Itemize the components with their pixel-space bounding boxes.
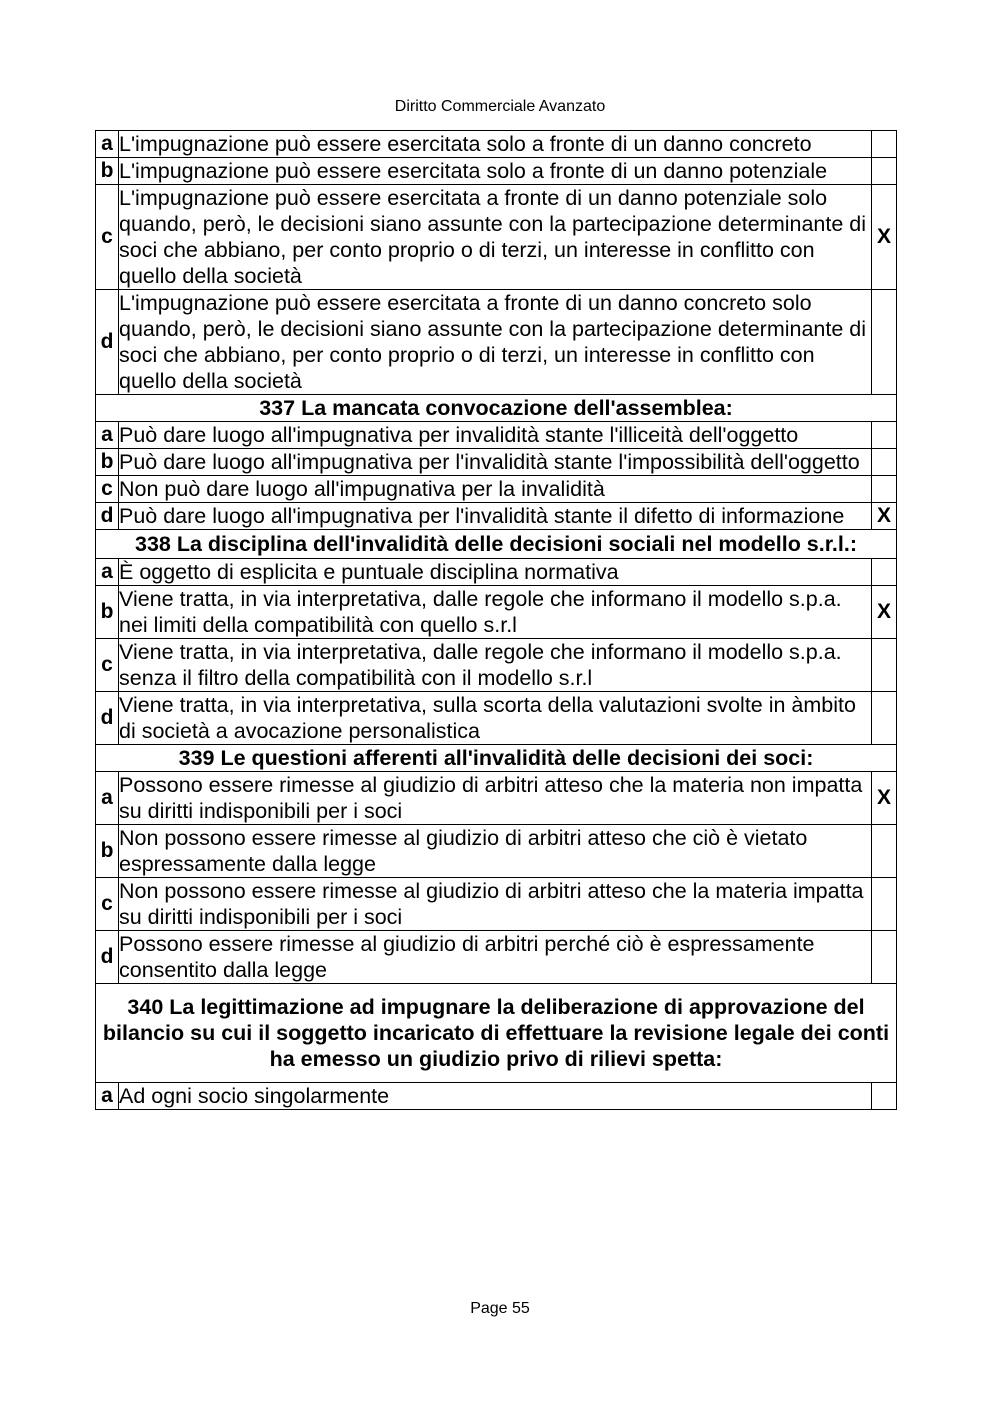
option-letter: b [96, 825, 119, 878]
answer-row [96, 559, 897, 586]
option-letter: d [96, 931, 119, 984]
question-row [96, 984, 897, 1083]
option-text: È oggetto di esplicita e puntuale disciplina normativa [119, 559, 872, 586]
quiz-table [95, 130, 897, 1110]
option-letter: d [96, 503, 119, 530]
answer-mark [872, 559, 897, 586]
option-letter: d [96, 290, 119, 395]
option-letter: a [96, 772, 119, 825]
option-text: Viene tratta, in via interpretativa, dalle regole che informano il modello s.p.a. nei limiti della compatibilità con quello s.r.l [119, 586, 872, 639]
option-letter: a [96, 131, 119, 158]
answer-row [96, 422, 897, 449]
option-letter: b [96, 158, 119, 185]
option-text: Può dare luogo all'impugnativa per invalidità stante l'illiceità dell'oggetto [119, 422, 872, 449]
answer-mark [872, 692, 897, 745]
answer-row [96, 878, 897, 931]
page-header: Diritto Commerciale Avanzato [394, 98, 606, 115]
option-letter: b [96, 586, 119, 639]
answer-row [96, 825, 897, 878]
answer-mark: X [872, 503, 897, 530]
question-row [96, 530, 897, 559]
option-text: L'impugnazione può essere esercitata a fronte di un danno concreto solo quando, però, le decisioni siano assunte con la partecipazione determinante di soci che abbiano, per conto proprio o di terzi, un interesse in conflitto con quello della società [119, 290, 872, 395]
answer-mark [872, 1083, 897, 1110]
option-text: Viene tratta, in via interpretativa, dalle regole che informano il modello s.p.a. senza il filtro della compatibilità con il modello s.r.l [119, 639, 872, 692]
option-text: Possono essere rimesse al giudizio di arbitri perché ciò è espressamente consentito dalla legge [119, 931, 872, 984]
option-letter: b [96, 449, 119, 476]
answer-row [96, 290, 897, 395]
option-text: Possono essere rimesse al giudizio di arbitri atteso che la materia non impatta su diritti indisponibili per i soci [119, 772, 872, 825]
answer-mark [872, 422, 897, 449]
question-text: 339 Le questioni afferenti all'invalidità delle decisioni dei soci: [96, 745, 897, 772]
option-letter: a [96, 422, 119, 449]
answer-mark [872, 639, 897, 692]
answer-mark [872, 825, 897, 878]
option-text: L'impugnazione può essere esercitata solo a fronte di un danno potenziale [119, 158, 872, 185]
question-text: 338 La disciplina dell'invalidità delle decisioni sociali nel modello s.r.l.: [96, 530, 897, 559]
option-text: L'impugnazione può essere esercitata a fronte di un danno potenziale solo quando, però, le decisioni siano assunte con la partecipazione determinante di soci che abbiano, per conto proprio o di terzi, un interesse in conflitto con quello della società [119, 185, 872, 290]
answer-mark [872, 449, 897, 476]
answer-row [96, 931, 897, 984]
answer-row [96, 503, 897, 530]
option-text: Può dare luogo all'impugnativa per l'invalidità stante il difetto di informazione [119, 503, 872, 530]
option-text: Viene tratta, in via interpretativa, sulla scorta della valutazioni svolte in àmbito di società a avocazione personalistica [119, 692, 872, 745]
answer-row [96, 639, 897, 692]
question-text: 340 La legittimazione ad impugnare la deliberazione di approvazione del bilancio su cui il soggetto incaricato di effettuare la revisione legale dei conti ha emesso un giudizio privo di rilievi spetta: [96, 984, 897, 1083]
option-letter: c [96, 476, 119, 503]
answer-mark [872, 931, 897, 984]
answer-mark [872, 131, 897, 158]
answer-row [96, 586, 897, 639]
option-letter: c [96, 185, 119, 290]
answer-mark: X [872, 185, 897, 290]
question-row [96, 395, 897, 422]
answer-row [96, 772, 897, 825]
option-letter: d [96, 692, 119, 745]
option-letter: a [96, 559, 119, 586]
answer-mark [872, 476, 897, 503]
answer-mark [872, 158, 897, 185]
answer-row [96, 449, 897, 476]
option-text: Può dare luogo all'impugnativa per l'invalidità stante l'impossibilità dell'oggetto [119, 449, 872, 476]
answer-mark [872, 290, 897, 395]
answer-mark: X [872, 586, 897, 639]
question-row [96, 745, 897, 772]
question-text: 337 La mancata convocazione dell'assemblea: [96, 395, 897, 422]
option-text: Non può dare luogo all'impugnativa per la invalidità [119, 476, 872, 503]
option-text: Non possono essere rimesse al giudizio di arbitri atteso che la materia impatta su diritti indisponibili per i soci [119, 878, 872, 931]
option-letter: a [96, 1083, 119, 1110]
answer-row [96, 1083, 897, 1110]
answer-mark [872, 878, 897, 931]
page-number: Page 55 [470, 1300, 530, 1317]
answer-mark: X [872, 772, 897, 825]
option-text: Ad ogni socio singolarmente [119, 1083, 872, 1110]
answer-row [96, 692, 897, 745]
answer-row [96, 185, 897, 290]
answer-row [96, 131, 897, 158]
option-letter: c [96, 878, 119, 931]
answer-row [96, 476, 897, 503]
answer-row [96, 158, 897, 185]
option-text: Non possono essere rimesse al giudizio di arbitri atteso che ciò è vietato espressamente dalla legge [119, 825, 872, 878]
option-letter: c [96, 639, 119, 692]
option-text: L'impugnazione può essere esercitata solo a fronte di un danno concreto [119, 131, 872, 158]
